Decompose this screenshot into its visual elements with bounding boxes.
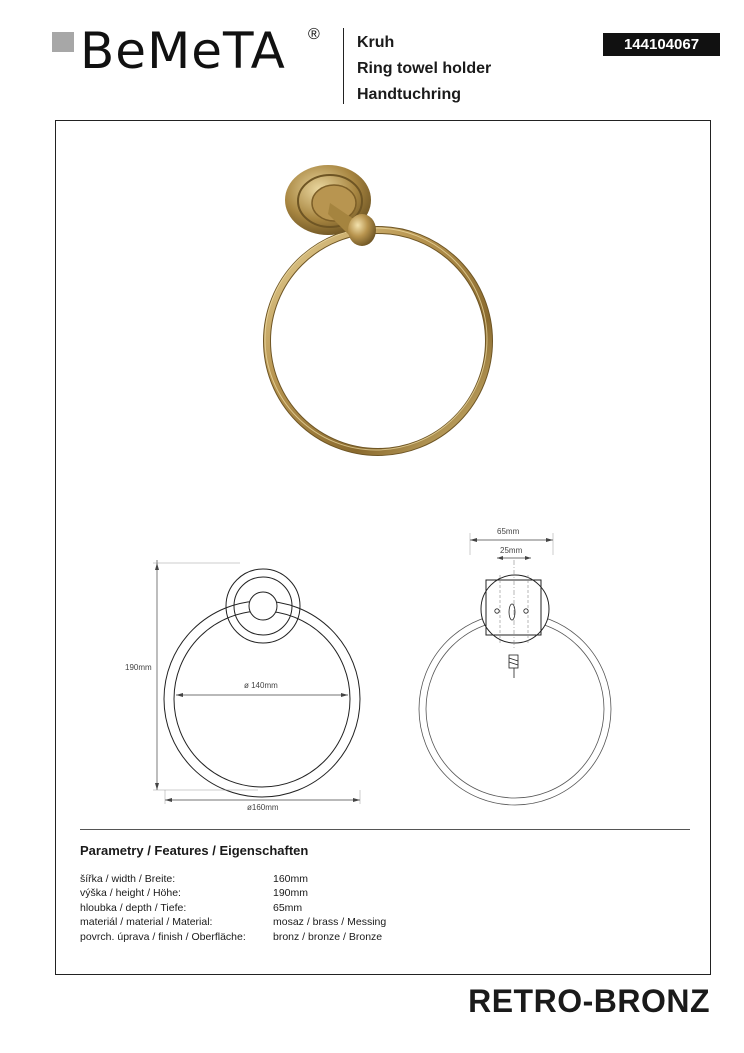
product-photo — [265, 165, 489, 452]
feature-value: bronz / bronze / Bronze — [273, 930, 383, 943]
height-dimension-label: 190mm — [125, 663, 152, 672]
section-divider — [80, 829, 690, 830]
logo-text: BeMeTA — [80, 22, 286, 80]
feature-row — [80, 901, 386, 915]
title-cz: Kruh — [357, 34, 395, 51]
product-code: 144104067 — [603, 33, 720, 56]
feature-label: materiál / material / Material: — [80, 916, 213, 929]
features-table — [80, 872, 386, 944]
feature-label: povrch. úprava / finish / Oberfläche: — [80, 930, 246, 943]
depth-dimension-label: 65mm — [497, 527, 520, 536]
feature-value: 160mm — [273, 873, 309, 885]
collection-name: RETRO-BRONZ — [468, 983, 710, 1019]
feature-value: mosaz / brass / Messing — [273, 916, 387, 929]
feature-row — [80, 930, 386, 944]
inner-diameter-label: ø 140mm — [244, 681, 278, 690]
features-title: Parametry / Features / Eigenschaften — [80, 843, 309, 858]
title-de: Handtuchring — [357, 86, 461, 103]
title-en: Ring towel holder — [357, 60, 492, 77]
feature-row — [80, 872, 386, 886]
feature-value: 190mm — [273, 887, 309, 900]
mount-dimension-label: 25mm — [500, 546, 523, 555]
feature-label: výška / height / Höhe: — [80, 887, 181, 900]
feature-label: hloubka / depth / Tiefe: — [80, 901, 187, 914]
registered-mark: ® — [308, 26, 320, 43]
outer-diameter-label: ø160mm — [247, 803, 279, 812]
side-view-drawing — [419, 533, 611, 805]
feature-value: 65mm — [273, 901, 303, 914]
feature-row — [80, 886, 386, 900]
feature-label: šířka / width / Breite: — [80, 873, 176, 885]
feature-row — [80, 915, 386, 929]
